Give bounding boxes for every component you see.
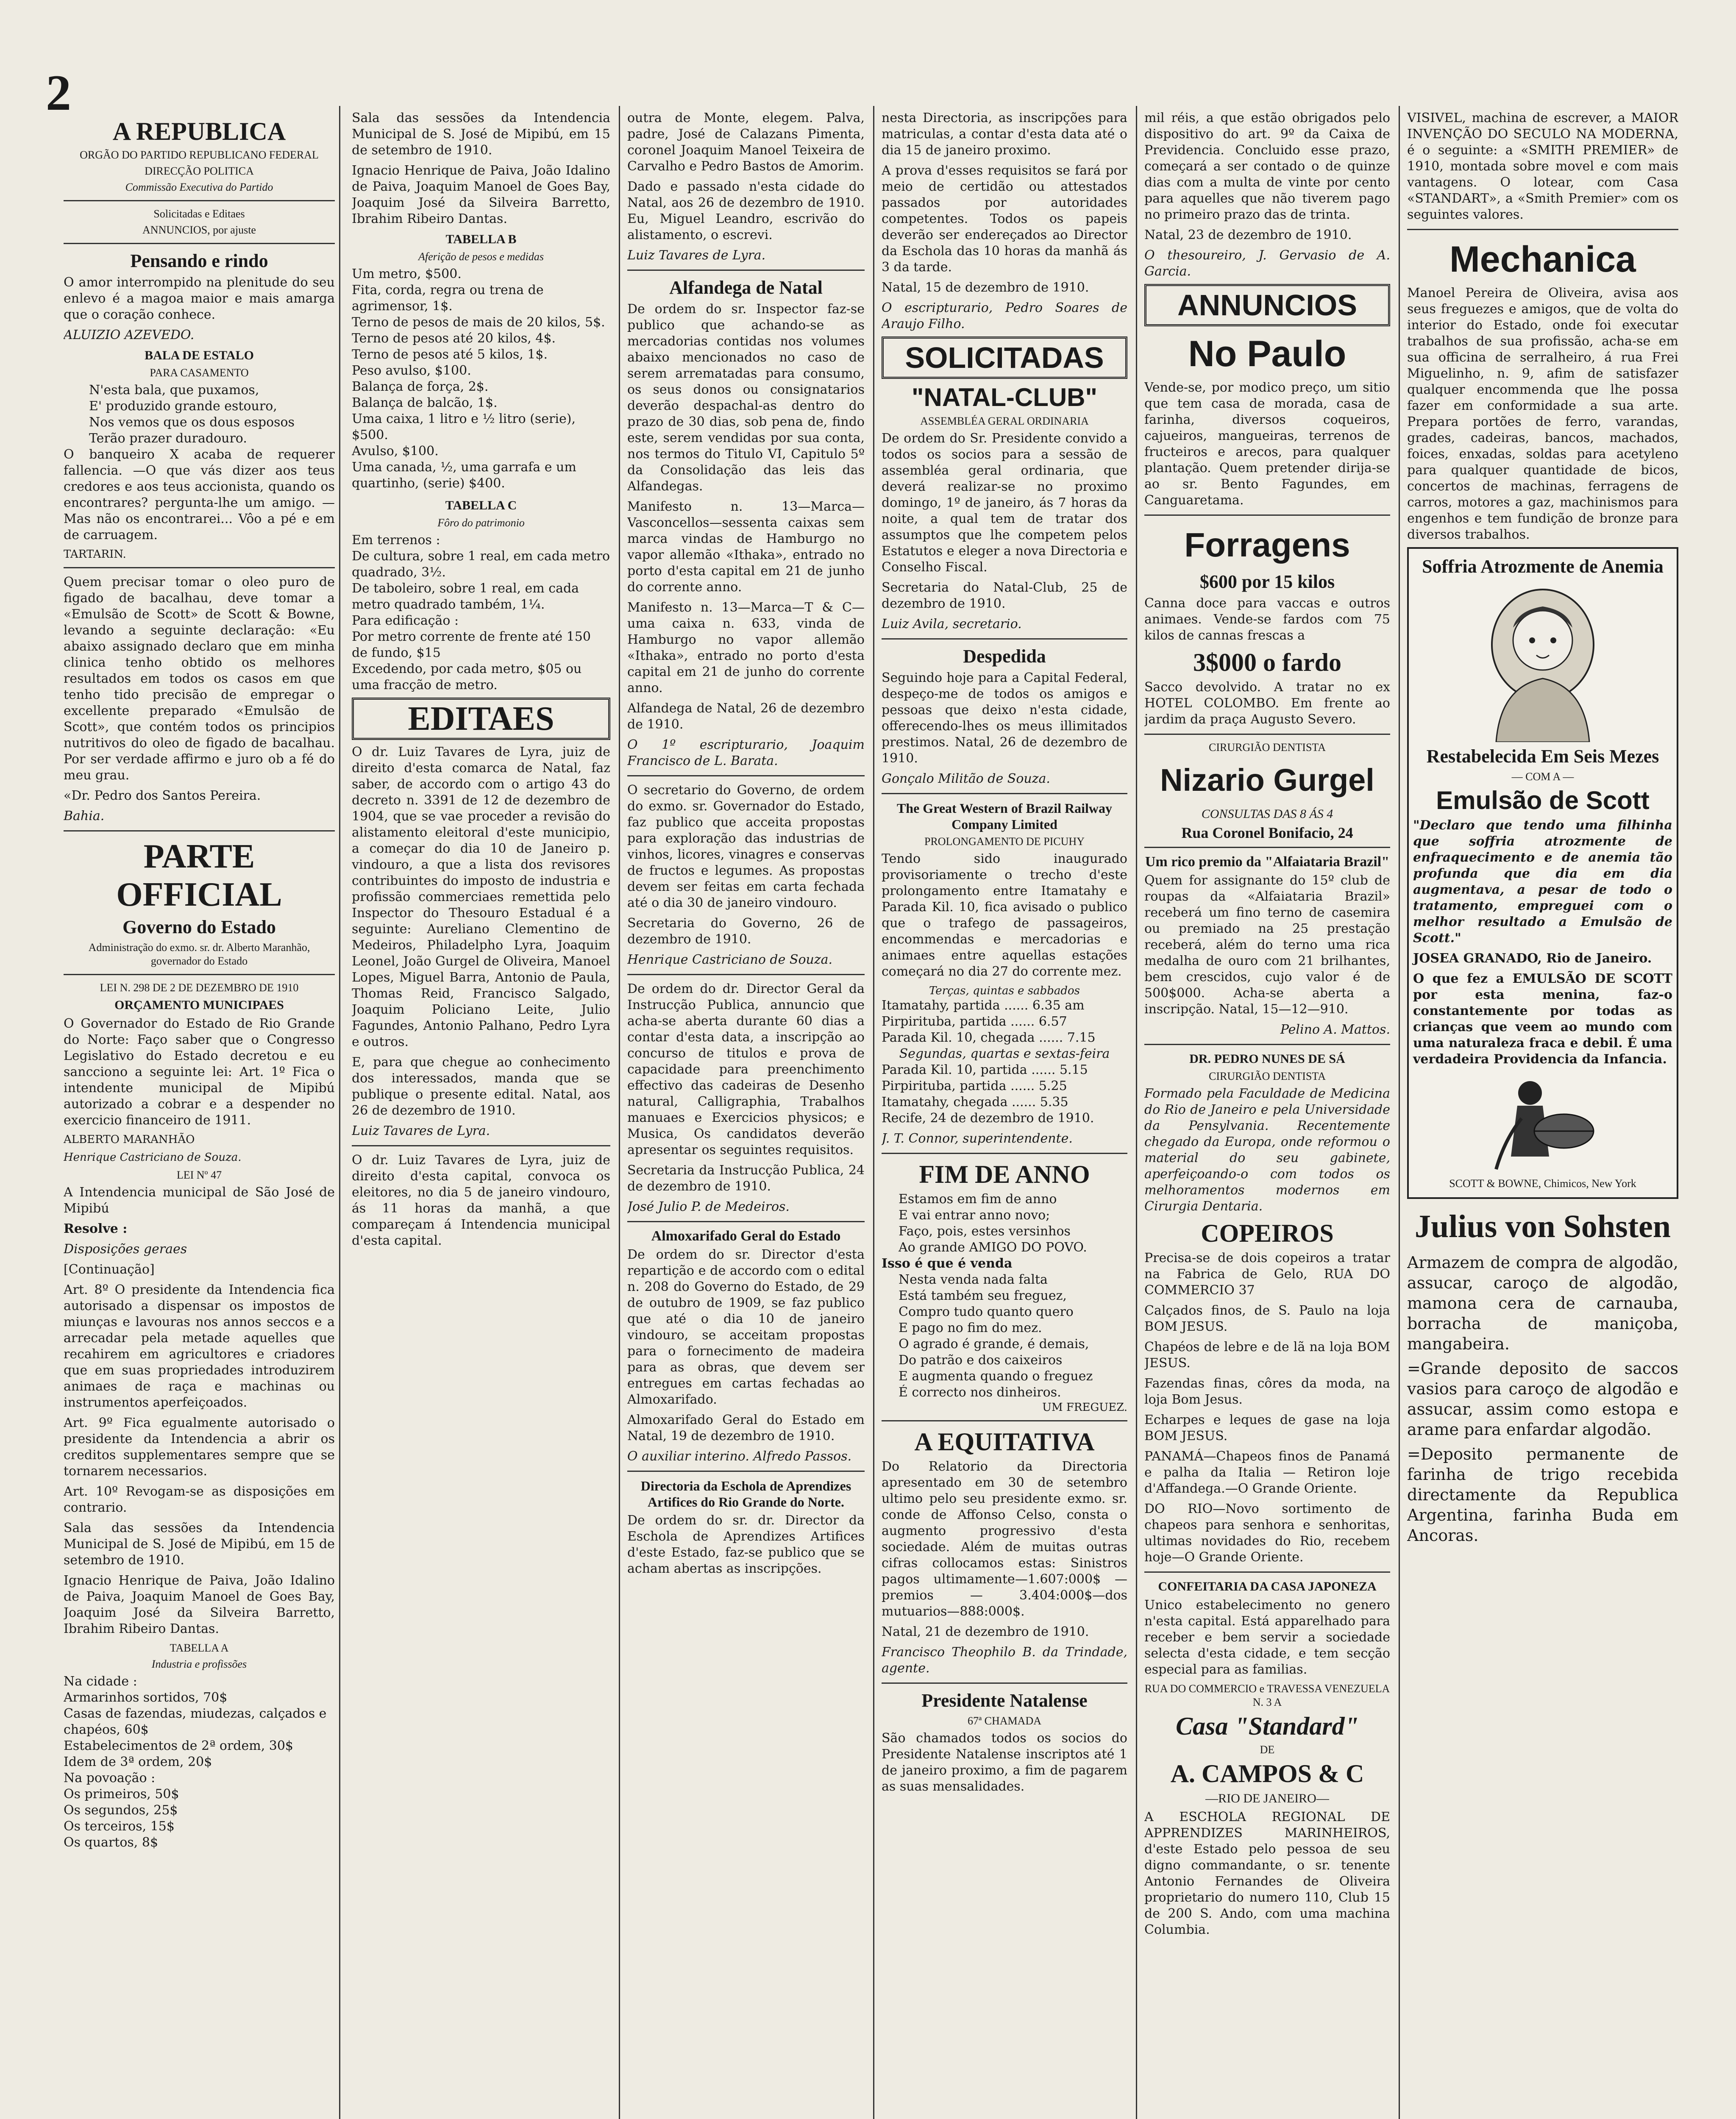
paragraph: Unico estabelecimento no genero n'esta capital. Está apparelhado para receber e bem servir a sociedade selecta d'esta cidade, e tem secção especial para as familias.: [1144, 1598, 1390, 1677]
paragraph: E, para que chegue ao conhecimento dos interessados, manda que se publique o presente edital. Natal, aos 26 de dezembro de 1910.: [352, 1055, 610, 1118]
law-number: LEI Nº 47: [176, 1169, 222, 1181]
masthead-line: ORGÃO DO PARTIDO REPUBLICANO FEDERAL: [80, 149, 319, 161]
divider: [1144, 1571, 1390, 1573]
ad-title: COPEIROS: [1201, 1219, 1334, 1247]
timetable-row: Parada Kil. 10, partida ...... 5.15: [882, 1062, 1088, 1077]
signature: O 1º escripturario, Joaquim Francisco de L. Barata.: [627, 737, 865, 768]
paragraph: De ordem do Sr. Presidente convido a todos os socios para a sessão de assembléa geral ordinaria, que deverá realizar-se no proximo domingo, 1º de janeiro, ás 7 horas da noite, a qual tem de tratar dos assumptos que lhe competem pelos Estatutos e eleger a nova Directoria e Conselho Fiscal.: [882, 431, 1127, 575]
paragraph: Natal, 23 de dezembro de 1910.: [1144, 228, 1352, 242]
signature: Luiz Tavares de Lyra.: [627, 248, 766, 263]
list-item: Para edificação :: [352, 613, 459, 628]
section-title: Pensando e rindo: [130, 250, 268, 271]
paragraph: Vende-se, por modico preço, um sitio que tem casa de morada, casa de farinha, diversos coqueiros, cajueiros, mangueiras, terrenos de fructeiros e arecos, para qualquer plantação. Quem pretender dirija-se ao sr. Bento Fagundes, em Canguaretama.: [1144, 380, 1390, 508]
ad-title: No Paulo: [1188, 334, 1347, 374]
paragraph: Secretaria do Governo, 26 de dezembro de 1910.: [627, 916, 865, 947]
list-item: Balança de força, 2$.: [352, 379, 489, 394]
table-title: TABELLA A: [170, 1642, 229, 1654]
list-item: Por metro corrente de frente até 150 de fundo, $15: [352, 629, 591, 660]
paragraph: =Grande deposito de saccos vasios para caroço de algodão e assucar, assim como estopa e arame para enfardar algodão.: [1407, 1359, 1678, 1439]
divider: [882, 1153, 1127, 1154]
signature: José Julio P. de Medeiros.: [627, 1199, 790, 1214]
ad-title: Nizario Gurgel: [1160, 762, 1374, 798]
poem-line: Compro tudo quanto quero: [899, 1304, 1074, 1319]
paragraph: Manoel Pereira de Oliveira, avisa aos seus freguezes e amigos, que de volta do interior do Estado, onde foi executar trabalhos de sua profissão, acha-se em sua officina de serralheiro, á rua Frei Miguelinho, n. 9, afim de satisfazer qualquer encommenda que lhe possa fazer em conformidade a sua arte. Prepara portões de ferro, varandas, grades, cadeiras, bancos, machados, foices, enxadas, soldas para acetyleno para qualquer quantidade de bicos, concertos de machinas, ferragens de carros, motores a gaz, machinismos para engenhos e tem fundição de bronze para diversos trabalhos.: [1407, 286, 1678, 542]
table-subtitle: Industria e profissões: [151, 1658, 247, 1670]
paragraph: Art. 10º Revogam-se as disposições em contrario.: [64, 1484, 335, 1515]
ad-price: $600 por 15 kilos: [1199, 571, 1335, 592]
signature: ALBERTO MARANHÃO: [64, 1133, 195, 1146]
resolve: Resolve :: [64, 1221, 128, 1236]
paragraph: O Governador do Estado de Rio Grande do Norte: Faço saber que o Congresso Legislativo do Estado decretou e eu sancciono a seguinte lei: Art. 1º Fica o intendente municipal de Mipibú autorizado a cobrar e a despender no exercicio financeiro de 1911.: [64, 1016, 335, 1128]
section-headline: PARTE OFFICIAL: [116, 838, 282, 913]
divider: [627, 974, 865, 975]
paragraph: Manifesto n. 13—Marca—T & C—uma caixa n. 633, vinda de Hamburgo no vapor allemão «Ithaka», entrado no porto d'esta capital em 21 de junho do corrente anno.: [627, 600, 865, 695]
list-item: De cultura, sobre 1 real, em cada metro quadrado, 3½.: [352, 549, 610, 580]
paragraph: Natal, 15 de dezembro de 1910.: [882, 280, 1089, 295]
poem-line: N'esta bala, que puxamos,: [89, 383, 259, 398]
list-item: Terno de pesos até 20 kilos, 4$.: [352, 331, 556, 346]
list-item: Na cidade :: [64, 1674, 137, 1689]
column-rule: [619, 106, 620, 2119]
paragraph: Natal, 21 de dezembro de 1910.: [882, 1624, 1089, 1639]
subtitle: CONSULTAS DAS 8 ÁS 4: [1201, 807, 1333, 821]
company-title: The Great Western of Brazil Railway Company Limited: [896, 801, 1113, 832]
signature: TARTARIN.: [64, 548, 126, 561]
signature: J. T. Connor, superintendente.: [882, 1131, 1073, 1146]
paragraph: Calçados finos, de S. Paulo na loja BOM JESUS.: [1144, 1303, 1390, 1334]
paragraph: outra de Monte, elegem. Palva, padre, José de Calazans Pimenta, coronel Joaquim Manoel Teixeira de Carvalho e Pedro Bastos de Amorim.: [627, 111, 865, 174]
signature: Pelino A. Mattos.: [1280, 1022, 1390, 1037]
paragraph: O amor interrompido na plenitude do seu enlevo é a magoa maior e mais amarga que o coração conhece.: [64, 275, 335, 322]
list-item: Peso avulso, $100.: [352, 363, 471, 378]
paragraph: Quem for assignante do 15º club de roupas da «Alfaiataria Brazil» receberá um fino terno de casemira ou premiado na 25 prestação receberá, além do terno uma rica medalha de ouro com 21 brilhantes, bem crescidos, cujo valor é de 500$000. Acha-se aberta a inscripção. Natal, 15—12—910.: [1144, 873, 1390, 1017]
divider: [64, 567, 335, 568]
paragraph: Canna doce para vaccas e outros animaes. Vende-se fardos com 75 kilos de cannas frescas a: [1144, 596, 1390, 643]
paragraph: A prova d'esses requisitos se fará por meio de certidão ou attestados passados por autoridades competentes. Todos os papeis deverão ser endereçados ao Director da Eschola das 10 horas da manhã ás 3 da tarde.: [882, 163, 1127, 275]
poem-line: Do patrão e dos caixeiros: [899, 1353, 1063, 1368]
poem: [64, 382, 335, 447]
subscriptions-text: ANNUNCIOS, por ajuste: [142, 224, 256, 236]
timetable: [882, 998, 1127, 1110]
paragraph: O dr. Luiz Tavares de Lyra, juiz de direito d'esta capital, convoca os eleitores, no dia 5 de janeiro vindouro, ás 11 horas da manhã, a que compareçam á Intendencia municipal d'esta capital.: [352, 1153, 610, 1248]
paragraph: Fazendas finas, côres da moda, na loja Bom Jesus.: [1144, 1376, 1390, 1407]
divider: [882, 793, 1127, 794]
ad-connector: — COM A —: [1511, 770, 1574, 783]
table-list: [352, 532, 610, 693]
paragraph: Art. 8º O presidente da Intendencia fica autorisado a dispensar os impostos de miunças e lavouras nos annos seccos e a arrecadar pela metade aquelles que recahirem em agricultores e criadores que em suas propriedades introduzirem animaes de raça e machinas ou instrumentos aperfeiçoados.: [64, 1282, 335, 1410]
signature: Henrique Castriciano de Souza.: [627, 952, 833, 967]
signature: Francisco Theophilo B. da Trindade, agente.: [882, 1645, 1127, 1676]
emulsion-advertisement: [1407, 547, 1678, 1199]
divider: [1144, 514, 1390, 516]
place: Bahia.: [64, 809, 105, 823]
list-item: Avulso, $100.: [352, 444, 439, 459]
list-item: Fita, corda, regra ou trena de agrimensor, 1$.: [352, 283, 544, 314]
paragraph: De ordem do sr. Inspector faz-se publico que achando-se as mercadorias contidas nos volumes abaixo mencionados no caso de serem arrematadas para consumo, os seus donos ou consignatarios deverão despachal-as dentro do prazo de 30 dias, sob pena de, findo este, serem vendidas por sua conta, nos termos do Titulo VI, Capitulo 5º da Consolidação das leis das Alfandegas.: [627, 302, 865, 494]
table-list: [352, 266, 610, 492]
ad-price: 3$000 o fardo: [1193, 648, 1341, 676]
poem-line: Ao grande AMIGO DO POVO.: [899, 1240, 1087, 1255]
poem-line: Terão prazer duradouro.: [89, 431, 247, 446]
poem-line: E' produzido grande estouro,: [89, 399, 277, 414]
divider: [882, 638, 1127, 640]
signature: UM FREGUEZ.: [1042, 1401, 1127, 1414]
table-subtitle: Aferição de pesos e medidas: [418, 250, 544, 263]
divider: [64, 830, 335, 831]
list-item: De taboleiro, sobre 1 real, em cada metro quadrado também, 1¼.: [352, 581, 579, 612]
list-item: Os quartos, 8$: [64, 1835, 159, 1850]
list-item: Casas de fazendas, miudezas, calçados e chapéos, 60$: [64, 1706, 327, 1737]
poem-line: É correcto nos dinheiros.: [899, 1385, 1061, 1400]
paragraph: O que fez a EMULSÃO DE SCOTT por esta menina, faz-o constantemente por todas as crianças que veem ao mundo com uma naturaleza fraca e debil. É uma verdadeira Providencia da Infancia.: [1413, 971, 1672, 1067]
poem-subtitle: PARA CASAMENTO: [150, 367, 249, 379]
signature: Gonçalo Militão de Souza.: [882, 771, 1050, 786]
subtitle: —RIO DE JANEIRO—: [1205, 1791, 1329, 1805]
subtitle: 67ª CHAMADA: [967, 1715, 1041, 1727]
timetable-row: Segundas, quartas e sextas-feira: [899, 1046, 1110, 1061]
column-rule: [1136, 106, 1137, 2119]
divider: [64, 243, 335, 244]
list-item: Na povoação :: [64, 1771, 156, 1785]
ad-brand: Emulsão de Scott: [1436, 786, 1650, 815]
paragraph: Chapéos de lebre e de lã na loja BOM JESUS.: [1144, 1340, 1390, 1371]
section-headline: SOLICITADAS: [882, 336, 1127, 379]
list-item: Uma caixa, 1 litro e ½ litro (serie), $500.: [352, 412, 576, 442]
divider: [627, 775, 865, 776]
column-rule: [1399, 106, 1400, 2119]
paragraph: Ignacio Henrique de Paiva, João Idalino de Paiva, Joaquim Manoel de Goes Bay, Joaquim José da Silveira Barretto, Ibrahim Ribeiro Dantas.: [352, 163, 610, 226]
ad-title: Mechanica: [1449, 239, 1636, 280]
paragraph: Dado e passado n'esta cidade do Natal, aos 26 de dezembro de 1910. Eu, Miguel Leandro, escrivão do alistamento, o escrevi.: [627, 179, 865, 242]
poem-line: Isso é que é venda: [882, 1256, 1013, 1271]
paragraph: O banqueiro X acaba de requerer fallencia. —O que vás dizer aos teus credores e aos teus accionista, quando os encontrares? pergunta-lhe um amigo. —Mas não os encontrarei... Vôo a pé e em de carruagem.: [64, 447, 335, 542]
timetable-row: Itamatahy, partida ...... 6.35 am: [882, 998, 1085, 1013]
poem-line: Estamos em fim de anno: [899, 1192, 1057, 1207]
table-title: TABELLA C: [445, 498, 517, 512]
poem: [882, 1191, 1127, 1401]
author: ALUIZIO AZEVEDO.: [64, 328, 195, 342]
paragraph: Ignacio Henrique de Paiva, João Idalino de Paiva, Joaquim Manoel de Goes Bay, Joaquim José da Silveira Barretto, Ibrahim Ribeiro Dantas.: [64, 1573, 335, 1636]
section-headline: ANNUNCIOS: [1144, 284, 1390, 326]
subtitle: [Continuação]: [64, 1262, 155, 1277]
poem-line: O agrado é grande, é demais,: [899, 1337, 1089, 1351]
paragraph: DO RIO—Novo sortimento de chapeos para senhora e senhoritas, ultimas novidades do Rio, recebem hoje—O Grande Oriente.: [1144, 1502, 1390, 1565]
divider: [64, 200, 335, 201]
paragraph: O dr. Luiz Tavares de Lyra, juiz de direito d'esta comarca de Natal, faz saber, de accordo com o artigo 43 do decreto n. 3391 de 12 de dezembro de 1904, que se vae proceder a revisão do alistamento eleitoral d'este municipio, a começar do dia 10 de Janeiro p. vindouro, a que a lista dos revisores contribuintes do imposto de industria e profissão commerciaes remettida pelo Inspector do Thesouro Estadual é a seguinte: Aureliano Clementino de Medeiros, Philadelpho Lyra, Joaquim Leonel, João Gurgel de Oliveira, Manoel Lopes, Miguel Barra, Antonio de Paula, Thomas Reid, Francisco Salgado, Joaquim Policiano Leite, Julio Fagundes, Antonio Palhano, Pedro Lyra e outros.: [352, 745, 610, 1049]
list-item: Em terrenos :: [352, 533, 440, 548]
column-rule: [873, 106, 874, 2119]
section-title: Almoxarifado Geral do Estado: [651, 1228, 841, 1244]
paragraph: Precisa-se de dois copeiros a tratar na Fabrica de Gelo, RUA DO COMMERCIO 37: [1144, 1251, 1390, 1298]
divider: [1407, 229, 1678, 230]
divider: [882, 1682, 1127, 1684]
column-6: [1407, 110, 1678, 2119]
paragraph: Art. 9º Fica egualmente autorisado o presidente da Intendencia a abrir os creditos supplementares sempre que se tornarem necessarios.: [64, 1415, 335, 1479]
club-title: "NATAL-CLUB": [912, 383, 1097, 412]
list-item: Armarinhos sortidos, 70$: [64, 1690, 228, 1705]
timetable-row: Pirpirituba, partida ...... 5.25: [882, 1079, 1067, 1093]
testimonial: "Declaro que tendo uma filhinha que soffria atrozmente de enfraquecimento e de anemia tão profunda que dia em dia augmentava, a pesar de todo o tratamento, empreguei com o melhor resultado a Emulsão de Scott.": [1413, 818, 1672, 945]
section-title: Alfandega de Natal: [669, 277, 823, 298]
column-3: [627, 110, 865, 2119]
section-title: Presidente Natalense: [921, 1690, 1088, 1711]
signature: Luiz Avila, secretario.: [882, 617, 1022, 631]
law-title: LEI N. 298 DE 2 DE DEZEMBRO DE 1910: [100, 982, 299, 994]
paragraph: mil réis, a que estão obrigados pelo dispositivo do art. 9º da Caixa de Previdencia. Concluido esse prazo, começará a ser contado o de quinze dias com a multa de vinte por cento para aquelles que não tiverem pago no primeiro prazo das de trinta.: [1144, 111, 1390, 222]
table-subtitle: Fôro do patrimonio: [437, 517, 525, 529]
paragraph: A ESCHOLA REGIONAL DE APPRENDIZES MARINHEIROS, d'este Estado pelo pessoa de seu digno commandante, o sr. tenente Antonio Fernandes de Oliveira proprietario do numero 110, Club 15 de 200 S. Ando, com uma machina Columbia.: [1144, 1810, 1390, 1937]
list-item: Terno de pesos de mais de 20 kilos, 5$.: [352, 315, 605, 330]
column-1: [64, 114, 335, 2119]
paragraph: De ordem do sr. dr. Director da Eschola de Aprendizes Artifices d'este Estado, faz-se publico que se acham abertas as inscripções.: [627, 1513, 865, 1576]
paragraph: Tendo sido inaugurado provisoriamente o trecho d'este prolongamento entre Itamatahy e Parada Kil. 10, fica avisado o publico que o trafego de passageiros, encommendas e mercadorias e animaes entre aquellas estações começará no dia 27 do corrente mez.: [882, 851, 1127, 979]
divider: [1144, 1044, 1390, 1045]
poem-line: Faço, pois, estes versinhos: [899, 1224, 1071, 1239]
poem-line: Nos vemos que os dous esposos: [89, 415, 295, 430]
section-title: Despedida: [963, 646, 1046, 667]
ad-footer: SCOTT & BOWNE, Chimicos, New York: [1449, 1177, 1636, 1190]
paragraph: Alfandega de Natal, 26 de dezembro de 1910.: [627, 701, 865, 732]
page-number: 2: [46, 64, 71, 121]
ad-headline: Soffria Atrozmente de Anemia: [1422, 556, 1664, 577]
subtitle: Administração do exmo. sr. dr. Alberto Maranhão, governador do Estado: [88, 941, 310, 967]
paragraph: Formado pela Faculdade de Medicina do Rio de Janeiro e pela Universidade da Pensylvania. Recentemente chegado da Europa, onde reformou o material do seu gabinete, aperfeiçoando-o com todos os melhoramentos modernos em Cirurgia Dentaria.: [1144, 1086, 1390, 1214]
address: Rua Coronel Bonifacio, 24: [1181, 824, 1353, 841]
divider: [64, 974, 335, 975]
ad-title: Um rico premio da "Alfaiataria Brazil": [1145, 854, 1390, 870]
signature: O thesoureiro, J. Gervasio de A. Garcia.: [1144, 248, 1390, 279]
paragraph: De ordem do sr. Director d'esta repartição e de accordo com o edital n. 208 do Governo do Estado, de 29 de outubro de 1909, se faz publico que até o dia 10 de janeiro vindouro, se acceitam propostas para o fornecimento de madeira para as obras, que devem ser entregues em cartas fechadas ao Almoxarifado.: [627, 1247, 865, 1407]
list-item: Os segundos, 25$: [64, 1803, 178, 1818]
divider: [627, 1471, 865, 1472]
timetable-row: Pirpirituba, partida ...... 6.57: [882, 1014, 1067, 1029]
subtitle: CIRURGIÃO DENTISTA: [1209, 1070, 1326, 1082]
paragraph: Manifesto n. 13—Marca—Vasconcellos—sessenta caixas sem marca vindas de Hamburgo no vapor allemão «Ithaka», entrado no porto d'esta capital em 21 de junho do corrente anno.: [627, 499, 865, 595]
signature: JOSEA GRANADO, Rio de Janeiro.: [1413, 951, 1652, 966]
masthead-line: Commissão Executiva do Partido: [125, 181, 273, 193]
column-5: [1144, 110, 1390, 2119]
poem-line: E vai entrar anno novo;: [899, 1208, 1050, 1223]
signature: «Dr. Pedro dos Santos Pereira.: [64, 788, 261, 803]
timetable-title: Terças, quintas e sabbados: [929, 984, 1080, 997]
column-rule: [339, 106, 340, 2119]
divider: [627, 270, 865, 271]
paragraph: De ordem do dr. Director Geral da Instrucção Publica, annuncio que acha-se aberta durante 60 dias a contar d'esta data, a inscripção ao concurso de titulos e prova de capacidade para preenchimento effectivo das cadeiras de Desenho natural, Calligraphia, Trabalhos manuaes e Exercicios physicos; e Musica, Os candidatos deverão apresentar os seguintes requisitos.: [627, 982, 865, 1157]
ad-title: Casa "Standard": [1176, 1712, 1359, 1740]
list-item: Excedendo, por cada metro, $05 ou uma fracção de metro.: [352, 662, 582, 692]
paragraph: PANAMÁ—Chapeos finos de Panamá e palha da Italia — Retiron loje d'Affandega.—O Grande Oriente.: [1144, 1449, 1390, 1496]
signature: Henrique Castriciano de Souza.: [64, 1151, 242, 1164]
poem-line: E pago no fim do mez.: [899, 1321, 1042, 1335]
signature: O auxiliar interino. Alfredo Passos.: [627, 1449, 852, 1464]
paragraph: Seguindo hoje para a Capital Federal, despeço-me de todos os amigos e pessoas que deixo n'esta cidade, offerecendo-lhes os meus illimitados prestimos. Natal, 26 de dezembro de 1910.: [882, 670, 1127, 766]
paragraph: VISIVEL, machina de escrever, a MAIOR INVENÇÃO DO SECULO NA MODERNA, é o seguinte: a «SMITH PREMIER» de 1910, montada sobre movel e com mais vantagens. O lotear, com Casa «STANDART», a «Smith Premier» com os seguintes valores.: [1407, 111, 1678, 222]
poem-line: E augmenta quando o freguez: [899, 1369, 1093, 1384]
law-subtitle: ORÇAMENTO MUNICIPAES: [114, 998, 284, 1012]
ad-title: Forragens: [1184, 526, 1350, 564]
subtitle: Disposições geraes: [64, 1242, 187, 1257]
list-item: Os terceiros, 15$: [64, 1819, 175, 1834]
divider: [882, 1420, 1127, 1421]
column-2: [352, 110, 610, 2119]
list-item: Balança de balcão, 1$.: [352, 395, 498, 410]
list-item: Idem de 3ª ordem, 20$: [64, 1755, 212, 1769]
list-item: Terno de pesos até 5 kilos, 1$.: [352, 347, 548, 362]
paragraph: São chamados todos os socios do Presidente Natalense inscriptos até 1 de janeiro proximo, a fim de pagarem as suas mensalidades.: [882, 1731, 1127, 1794]
table-list: [64, 1674, 335, 1851]
subscriptions-label: Solicitadas e Editaes: [153, 208, 245, 220]
timetable-row: Itamatahy, chegada ...... 5.35: [882, 1095, 1068, 1110]
signature: Luiz Tavares de Lyra.: [352, 1123, 490, 1138]
list-item: Estabelecimentos de 2ª ordem, 30$: [64, 1738, 294, 1753]
paragraph: Secretaria do Natal-Club, 25 de dezembro de 1910.: [882, 580, 1127, 611]
timetable-row: Parada Kil. 10, chegada ...... 7.15: [882, 1030, 1096, 1045]
divider: [1144, 734, 1390, 735]
section-headline: EDITAES: [352, 698, 610, 740]
list-item: Os primeiros, 50$: [64, 1787, 179, 1802]
masthead-title: A REPUBLICA: [112, 117, 286, 145]
paragraph: Sala das sessões da Intendencia Municipal de S. José de Mipibú, em 15 de setembro de 1910.: [64, 1521, 335, 1568]
poem-title: BALA DE ESTALO: [145, 348, 254, 362]
paragraph: Recife, 24 de dezembro de 1910.: [882, 1111, 1094, 1126]
subtitle: PROLONGAMENTO DE PICUHY: [924, 835, 1085, 848]
paragraph: Do Relatorio da Directoria apresentado em 30 de setembro ultimo pelo seu presidente exmo. sr. conde de Affonso Celso, consta o augmento progressivo d'esta sociedade. Além de muitas outras cifras collocamos estas: Sinistros pagos ultimamente—1.607:000$ — premios — 3.404:000$—dos mutuarios—888:000$.: [882, 1459, 1127, 1619]
paragraph: Almoxarifado Geral do Estado em Natal, 19 de dezembro de 1910.: [627, 1413, 865, 1443]
masthead-line: DIRECÇÃO POLITICA: [145, 165, 254, 177]
paragraph: Sala das sessões da Intendencia Municipal de S. José de Mipibú, em 15 de setembro de 1910.: [352, 111, 610, 158]
divider: [1144, 847, 1390, 848]
paragraph: Secretaria da Instrucção Publica, 24 de dezembro de 1910.: [627, 1163, 865, 1194]
subtitle: ASSEMBLÉA GERAL ORDINARIA: [920, 415, 1089, 427]
paragraph: Quem precisar tomar o oleo puro de figado de bacalhau, deve tomar a «Emulsão de Scott» de Scott & Bowne, levando a seguinte declaração: «Eu abaixo assignado declaro que em minha clinica tenho obtido os melhores resultados em todos os casos em que tenho tido precisão de empregar o excellente preparado «Emulsão de Scott», que contém todos os principios nutritivos do oleo de figado de bacalhau. Por ser verdade affirmo e juro ob a fé do meu grau.: [64, 575, 335, 783]
section-title: FIM DE ANNO: [919, 1160, 1090, 1188]
ad-title: DR. PEDRO NUNES DE SÁ: [1189, 1052, 1345, 1066]
ad-headline: Restabelecida Em Seis Mezes: [1426, 746, 1659, 767]
section-title: Governo do Estado: [122, 917, 276, 937]
list-item: Um metro, $500.: [352, 267, 462, 281]
paragraph: Armazem de compra de algodão, assucar, caroço de algodão, mamona cera de carnauba, borracha de maniçoba, mangabeira.: [1407, 1253, 1678, 1353]
signature: O escripturario, Pedro Soares de Araujo Filho.: [882, 300, 1127, 331]
divider: [352, 1145, 610, 1146]
table-title: TABELLA B: [445, 232, 517, 246]
divider: [627, 1221, 865, 1222]
list-item: Uma canada, ½, uma garrafa e um quartinho, (serie) $400.: [352, 460, 576, 491]
ad-title: CONFEITARIA DA CASA JAPONEZA: [1158, 1580, 1377, 1593]
poem-line: Está também seu freguez,: [899, 1288, 1067, 1303]
paragraph: A Intendencia municipal de São José de Mipibú: [64, 1185, 335, 1216]
paragraph: Sacco devolvido. A tratar no ex HOTEL COLOMBO. Em frente ao jardim da praça Augusto Severo.: [1144, 680, 1390, 727]
subtitle: CIRURGIÃO DENTISTA: [1209, 741, 1326, 754]
paragraph: Echarpes e leques de gase na loja BOM JESUS.: [1144, 1413, 1390, 1443]
section-title: Directoria da Eschola de Aprendizes Artifices do Rio Grande do Norte.: [640, 1478, 851, 1510]
portrait-illustration: [1458, 581, 1628, 742]
ad-title: A. CAMPOS & C: [1170, 1760, 1364, 1788]
paragraph: O secretario do Governo, de ordem do exmo. sr. Governador do Estado, faz publico que acceita propostas para exploração das industrias de vinhos, licores, vinagres e conservas de fructos e legumes. As propostas devem ser feitas em carta fechada até o dia 30 de janeiro vindouro.: [627, 783, 865, 910]
poem-line: Nesta venda nada falta: [899, 1272, 1048, 1287]
connector: DE: [1260, 1744, 1275, 1756]
fisherman-logo-illustration: [1479, 1072, 1606, 1174]
address: RUA DO COMMERCIO e TRAVESSA VENEZUELA N. 3 A: [1144, 1682, 1390, 1708]
column-4: [882, 110, 1127, 2119]
ad-title: Julius von Sohsten: [1414, 1209, 1671, 1244]
section-title: A EQUITATIVA: [914, 1428, 1095, 1456]
paragraph: nesta Directoria, as inscripções para matriculas, a contar d'esta data até o dia 15 de janeiro proximo.: [882, 111, 1127, 158]
paragraph: =Deposito permanente de farinha de trigo recebida directamente da Republica Argentina, farinha Buda em Ancoras.: [1407, 1445, 1678, 1545]
